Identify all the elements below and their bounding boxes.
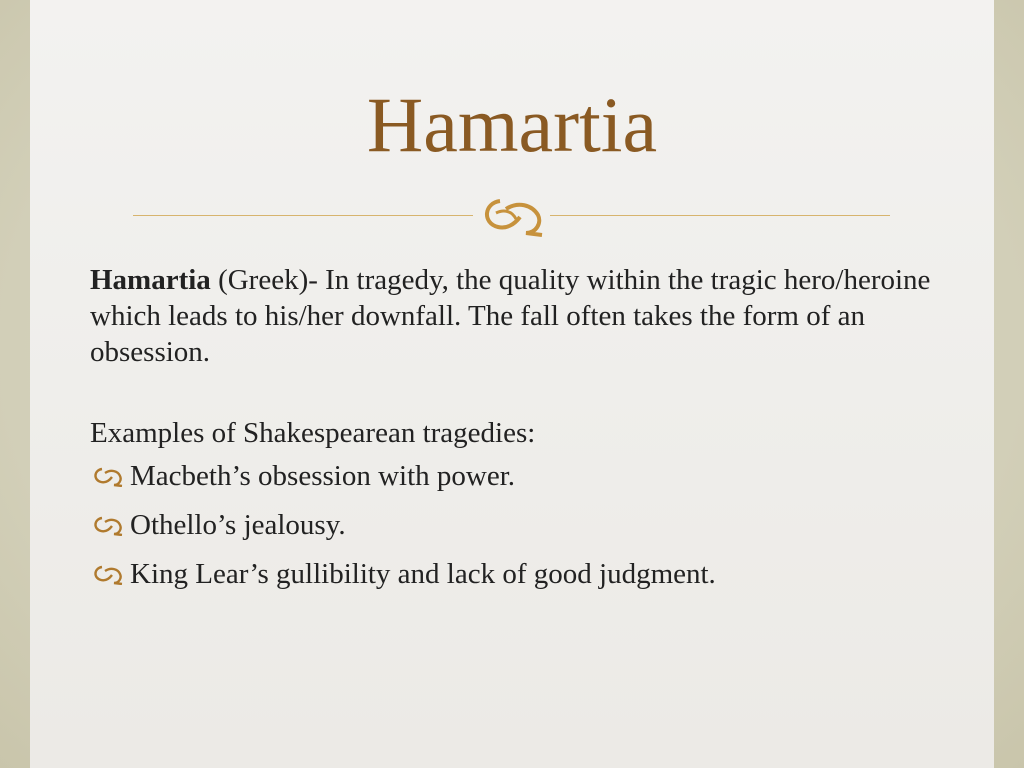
list-item — [90, 507, 940, 556]
examples-heading: Examples of Shakespearean tragedies: — [90, 417, 536, 449]
list-item-text: Macbeth’s obsession with power. — [130, 460, 516, 492]
flourish-bullet-icon — [90, 465, 124, 487]
slide-title: Hamartia — [366, 81, 658, 168]
definition-text: (Greek)- In tragedy, the quality within the tragic hero/heroine which leads to his/her downfall. The fall often takes the form of an obsession. — [90, 264, 931, 368]
slide-content — [90, 262, 940, 605]
title-divider-left — [133, 215, 473, 216]
flourish-bullet-icon — [90, 563, 124, 585]
flourish-icon — [476, 193, 548, 239]
list-item — [90, 458, 940, 507]
examples-list — [90, 458, 940, 605]
list-item — [90, 556, 940, 605]
definition-paragraph — [90, 262, 940, 370]
list-item-text: Othello’s jealousy. — [130, 509, 346, 541]
flourish-bullet-icon — [90, 514, 124, 536]
title-divider-right — [550, 215, 890, 216]
list-item-text: King Lear’s gullibility and lack of good judgment. — [130, 558, 716, 590]
definition-term: Hamartia — [90, 264, 211, 296]
